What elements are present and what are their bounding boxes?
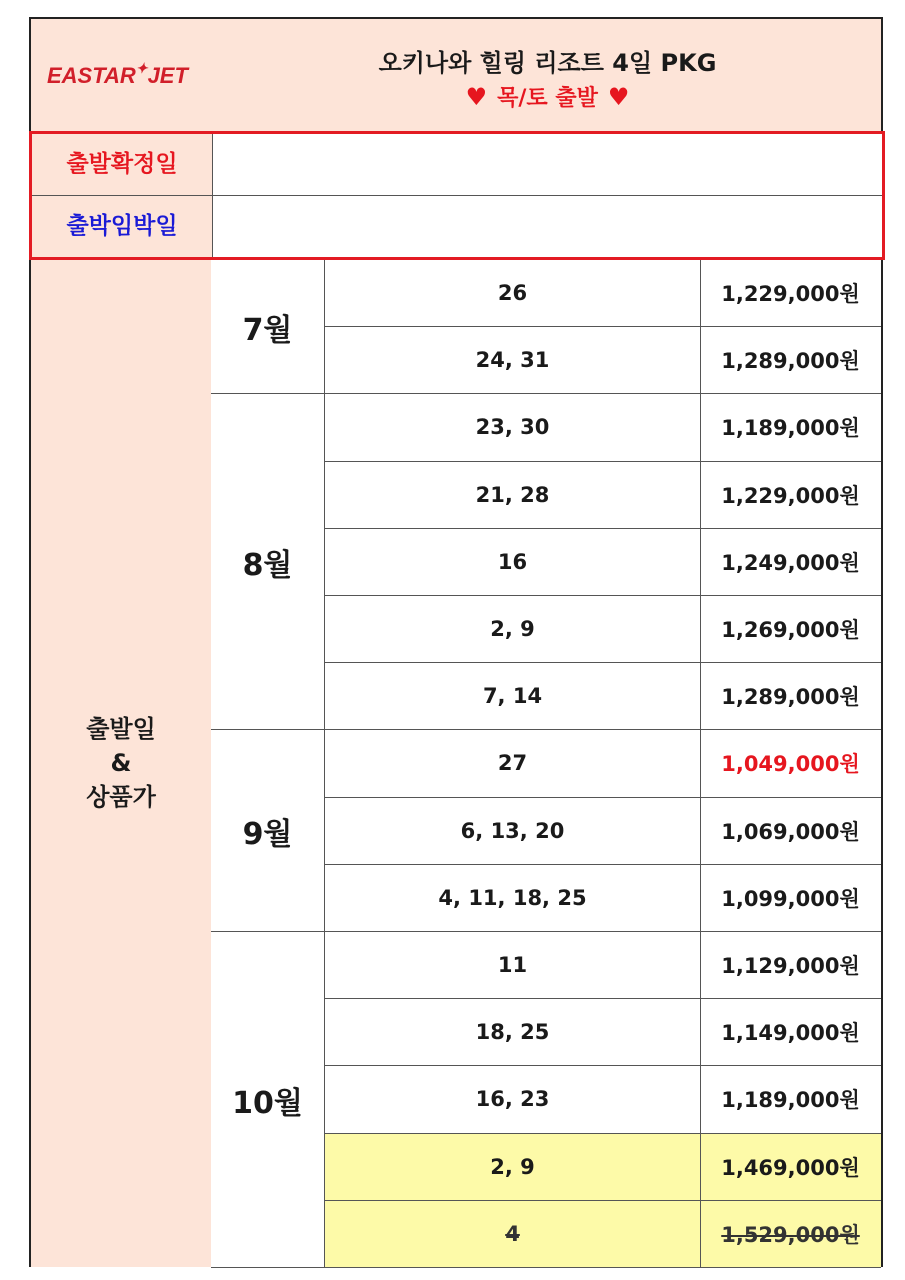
package-price: 1,129,000원 bbox=[721, 954, 860, 979]
departure-dates: 7, 14 bbox=[325, 663, 701, 729]
table-row bbox=[325, 730, 881, 797]
table-row bbox=[325, 663, 881, 730]
departure-dates: 4, 11, 18, 25 bbox=[325, 865, 701, 931]
departure-dates: 11 bbox=[325, 932, 701, 998]
departure-dates: 26 bbox=[325, 260, 701, 326]
package-price: 1,289,000원 bbox=[721, 349, 860, 374]
departure-price-table bbox=[31, 260, 881, 1267]
page-title: 오키나와 힐링 리조트 4일 PKG bbox=[378, 49, 717, 77]
imminent-departure-row bbox=[32, 196, 882, 257]
table-row bbox=[325, 865, 881, 932]
star-icon: ✦ bbox=[135, 60, 148, 76]
table-row bbox=[325, 932, 881, 999]
heart-icon: ♥ bbox=[465, 83, 488, 111]
table-row bbox=[325, 394, 881, 461]
table-row bbox=[325, 1134, 881, 1201]
table-row bbox=[325, 529, 881, 596]
price-table-sheet bbox=[29, 17, 883, 1267]
month-cell: 7월 bbox=[211, 260, 325, 394]
table-row bbox=[325, 1201, 881, 1268]
header bbox=[31, 19, 881, 132]
table-row bbox=[325, 596, 881, 663]
month-cell: 8월 bbox=[211, 394, 325, 730]
confirmed-departure-label: 출발확정일 bbox=[32, 134, 213, 195]
package-price: 1,069,000원 bbox=[721, 819, 860, 844]
table-row bbox=[325, 327, 881, 394]
departure-dates: 2, 9 bbox=[325, 596, 701, 662]
package-price: 1,149,000원 bbox=[721, 1021, 860, 1046]
package-price: 1,289,000원 bbox=[721, 685, 860, 710]
departure-status-box bbox=[29, 131, 885, 260]
departure-dates: 16 bbox=[325, 529, 701, 595]
package-price: 1,189,000원 bbox=[721, 416, 860, 441]
departure-dates: 27 bbox=[325, 730, 701, 796]
package-price: 1,249,000원 bbox=[721, 550, 860, 575]
departure-dates: 24, 31 bbox=[325, 327, 701, 393]
month-cell: 9월 bbox=[211, 730, 325, 932]
table-row bbox=[325, 999, 881, 1066]
confirmed-departure-row bbox=[32, 134, 882, 196]
departure-dates: 16, 23 bbox=[325, 1066, 701, 1132]
package-price: 1,229,000원 bbox=[721, 282, 860, 307]
package-price: 1,189,000원 bbox=[721, 1088, 860, 1113]
departure-dates: 6, 13, 20 bbox=[325, 798, 701, 864]
package-price: 1,229,000원 bbox=[721, 483, 860, 508]
month-cell: 10월 bbox=[211, 932, 325, 1268]
departure-dates: 4 bbox=[325, 1201, 701, 1267]
package-price: 1,099,000원 bbox=[721, 886, 860, 911]
departure-dates: 18, 25 bbox=[325, 999, 701, 1065]
table-row bbox=[325, 798, 881, 865]
table-row bbox=[325, 462, 881, 529]
table-row bbox=[325, 260, 881, 327]
departure-dates: 21, 28 bbox=[325, 462, 701, 528]
imminent-departure-label: 출박임박일 bbox=[32, 196, 213, 257]
departure-price-label: 출발일 & 상품가 bbox=[86, 715, 156, 811]
table-row bbox=[325, 1066, 881, 1133]
package-price: 1,049,000원 bbox=[721, 752, 860, 777]
package-price: 1,269,000원 bbox=[721, 618, 860, 643]
departure-dates: 23, 30 bbox=[325, 394, 701, 460]
departure-dates: 2, 9 bbox=[325, 1134, 701, 1200]
heart-icon: ♥ bbox=[607, 83, 630, 111]
airline-logo: EASTAR✦JET bbox=[47, 60, 188, 88]
package-price: 1,469,000원 bbox=[721, 1155, 860, 1180]
page-subtitle: ♥ 목/토 출발 ♥ bbox=[465, 83, 630, 111]
package-price: 1,529,000원 bbox=[721, 1222, 860, 1247]
departure-price-label-cell bbox=[31, 260, 212, 1267]
